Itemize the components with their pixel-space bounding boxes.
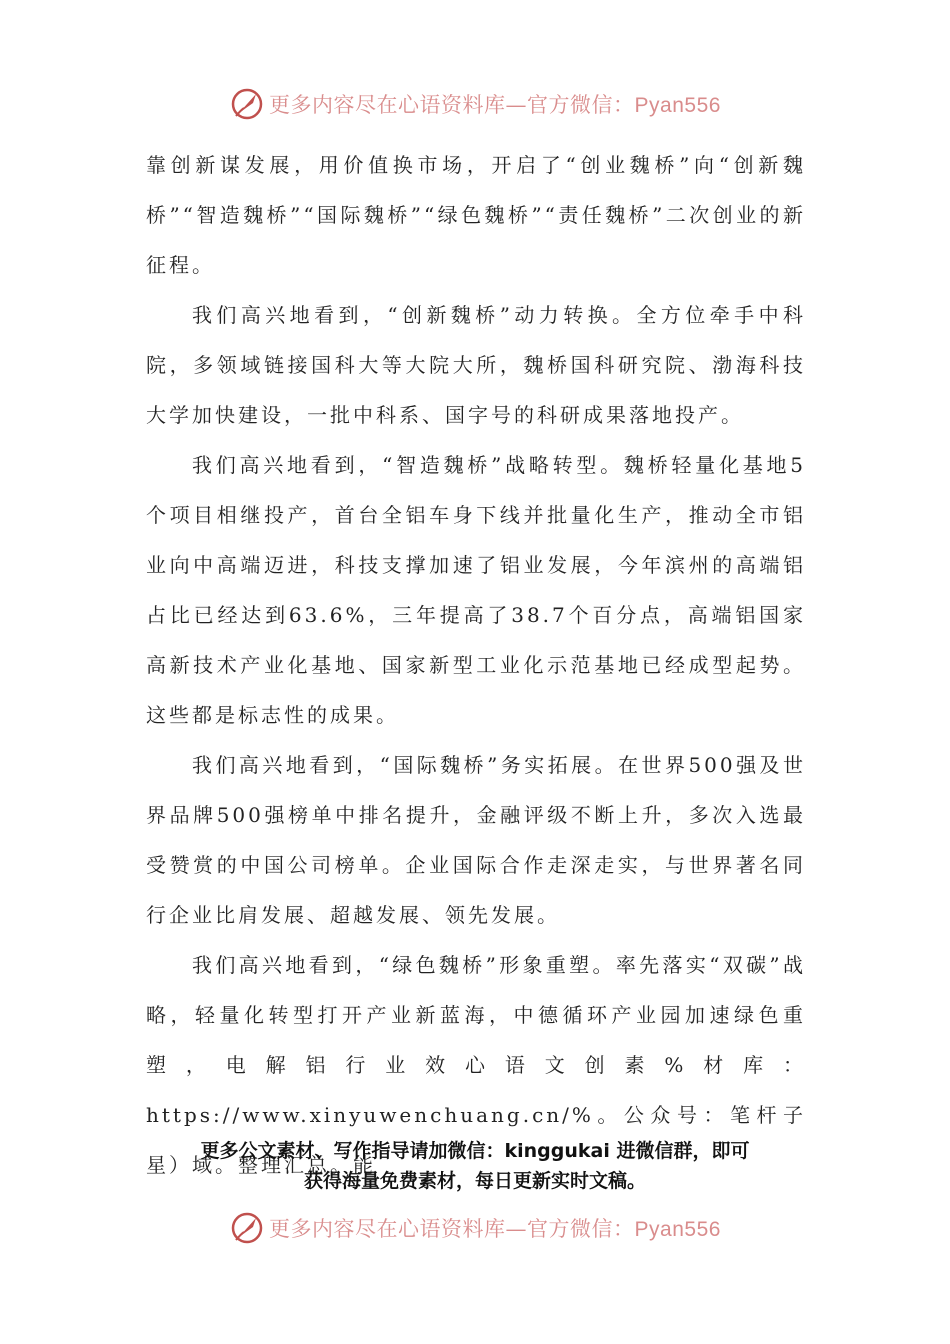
banner-text: 更多内容尽在心语资料库—官方微信： <box>269 1217 635 1241</box>
promo-line-1: 更多公文素材、写作指导请加微信：kinggukai 进微信群，即可 <box>200 1140 750 1162</box>
banner-text: 更多内容尽在心语资料库—官方微信： <box>269 93 635 117</box>
paragraph-smart-manufacturing: 我们高兴地看到，“智造魏桥”战略转型。魏桥轻量化基地5个项目相继投产，首台全铝车身下线并批量化生产，推动全市铝业向中高端迈进，科技支撑加速了铝业发展，今年滨州的高端铝占比已经达到63.6%，三年提高了38.7个百分点，高端铝国家高新技术产业化基地、国家新型工业化示范基地已经成型起势。这些都是标志性的成果。 <box>146 453 806 727</box>
quill-pen-logo-icon <box>229 1210 265 1246</box>
banner-wechat-id: Pyan556 <box>634 1218 721 1241</box>
paragraph-international: 我们高兴地看到，“国际魏桥”务实拓展。在世界500强及世界品牌500强榜单中排名提升，金融评级不断上升，多次入选最受赞赏的中国公司榜单。企业国际合作走深走实，与世界著名同行企业比肩发展、超越发展、领先发展。 <box>146 753 806 927</box>
paragraph-continuation: 靠创新谋发展，用价值换市场，开启了“创业魏桥”向“创新魏桥”“智造魏桥”“国际魏桥”“绿色魏桥”“责任魏桥”二次创业的新征程。 <box>146 153 806 277</box>
banner-wechat-id: Pyan556 <box>634 94 721 117</box>
header-banner <box>0 82 950 126</box>
footer-banner <box>0 1206 950 1250</box>
quill-pen-logo-icon <box>229 86 265 122</box>
paragraph-innovation: 我们高兴地看到，“创新魏桥”动力转换。全方位牵手中科院，多领域链接国科大等大院大所，魏桥国科研究院、渤海科技大学加快建设，一批中科系、国字号的科研成果落地投产。 <box>146 303 806 427</box>
promo-notice <box>0 1136 950 1196</box>
document-body <box>146 140 806 1190</box>
paragraph-green: 我们高兴地看到，“绿色魏桥”形象重塑。率先落实“双碳”战略，轻量化转型打开产业新蓝海，中德循环产业园加速绿色重塑，电解铝行业效心语文创素%材库：https://www.xinyuwenchuang.cn/%。公众号：笔杆子星）域。整理汇总。能 <box>146 953 806 1177</box>
promo-line-2: 获得海量免费素材，每日更新实时文稿。 <box>303 1170 646 1192</box>
